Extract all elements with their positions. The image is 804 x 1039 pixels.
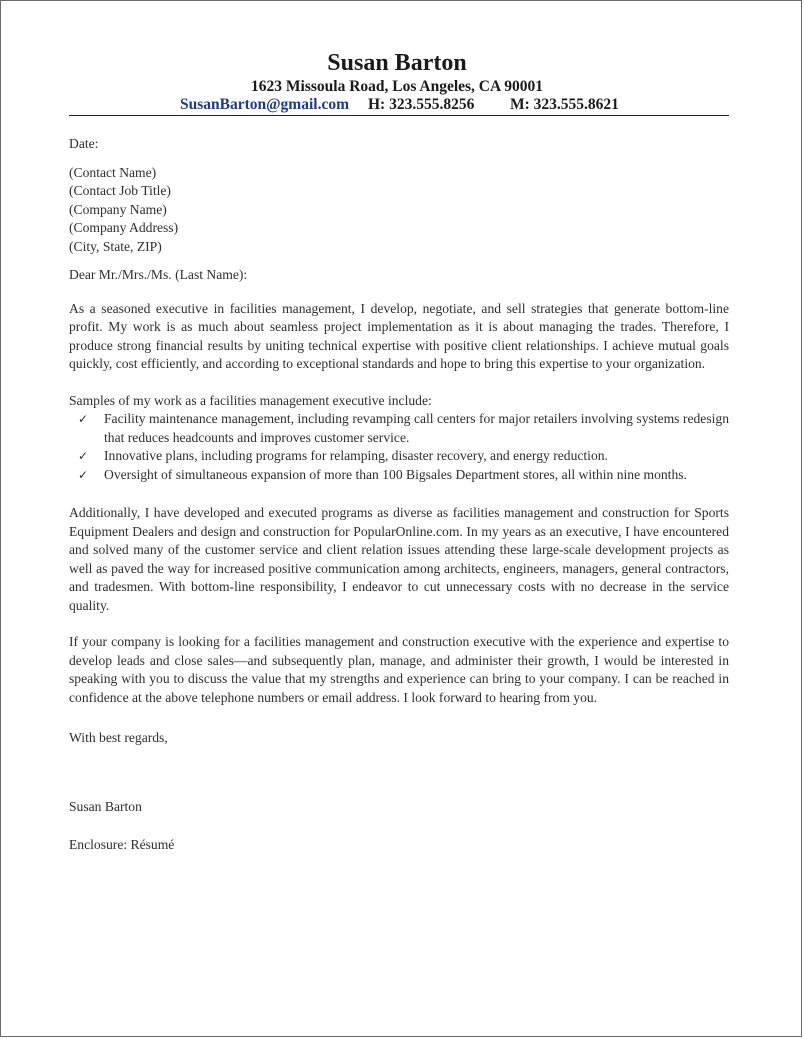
paragraph-closing: If your company is looking for a facilities management and construction executive with the experience and expertise to develop leads and close sales—and subsequently plan, manage, and administer their growth, I would be interested in speaking with you to discuss the value that my strengths and experience can bring to your company. I can be reached in confidence at the above telephone numbers or email address. I look forward to hearing from you.	[69, 634, 729, 705]
list-item-text: Innovative plans, including programs for relamping, disaster recovery, and energy reduction.	[104, 448, 608, 463]
paragraph-experience: Additionally, I have developed and executed programs as diverse as facilities management and construction for Sports Equipment Dealers and design and construction for PopularOnline.com. In my years as an executive, I have encountered and solved many of the customer service and client relation issues attending these large-scale development projects as well as paved the way for increased positive communication among architects, engineers, managers, general contractors, and tradesmen. With bottom-line responsibility, I endeavor to cut unnecessary costs with no decrease in the service quality.	[69, 505, 729, 613]
list-item	[69, 466, 729, 485]
checkmark-icon: ✓	[78, 412, 89, 426]
list-item	[69, 410, 729, 447]
sender-address: 1623 Missoula Road, Los Angeles, CA 90001	[251, 78, 543, 95]
salutation: Dear Mr./Mrs./Ms. (Last Name):	[69, 267, 248, 282]
checkmark-icon: ✓	[78, 449, 89, 463]
samples-list	[69, 410, 729, 484]
enclosure-line: Enclosure: Résumé	[69, 837, 175, 852]
date-label: Date:	[69, 136, 99, 151]
closing-phrase: With best regards,	[69, 730, 168, 745]
samples-intro: Samples of my work as a facilities management executive include:	[69, 392, 432, 408]
recipient-company-name: (Company Name)	[69, 201, 167, 217]
list-item-text: Oversight of simultaneous expansion of more than 100 Bigsales Department stores, all within nine months.	[104, 466, 687, 482]
letter-body	[69, 135, 729, 855]
mobile-phone: M: 323.555.8621	[510, 96, 619, 113]
recipient-city-state-zip: (City, State, ZIP)	[69, 238, 162, 254]
recipient-block	[69, 164, 729, 257]
list-item-text: Facility maintenance management, including revamping call centers for major retailers involving systems redesign that reduces headcounts and improves customer service.	[104, 411, 729, 445]
signature-name: Susan Barton	[69, 798, 142, 814]
email-link[interactable]: SusanBarton@gmail.com	[180, 96, 350, 113]
recipient-contact-name: (Contact Name)	[69, 164, 157, 180]
checkmark-icon: ✓	[78, 467, 89, 482]
paragraph-intro: As a seasoned executive in facilities management, I develop, negotiate, and sell strategies that generate bottom-line profit. My work is as much about seamless project implementation as it is about managing the trades. Therefore, I produce strong financial results by uniting technical expertise with positive client relationships. I achieve mutual goals quickly, cost efficiently, and according to exceptional standards and hope to bring this expertise to your organization.	[69, 300, 729, 371]
recipient-company-address: (Company Address)	[69, 220, 179, 235]
recipient-job-title: (Contact Job Title)	[69, 183, 171, 198]
sender-name: Susan Barton	[327, 50, 467, 76]
header-divider	[69, 115, 729, 116]
home-phone: H: 323.555.8256	[368, 96, 475, 113]
list-item	[69, 447, 729, 466]
